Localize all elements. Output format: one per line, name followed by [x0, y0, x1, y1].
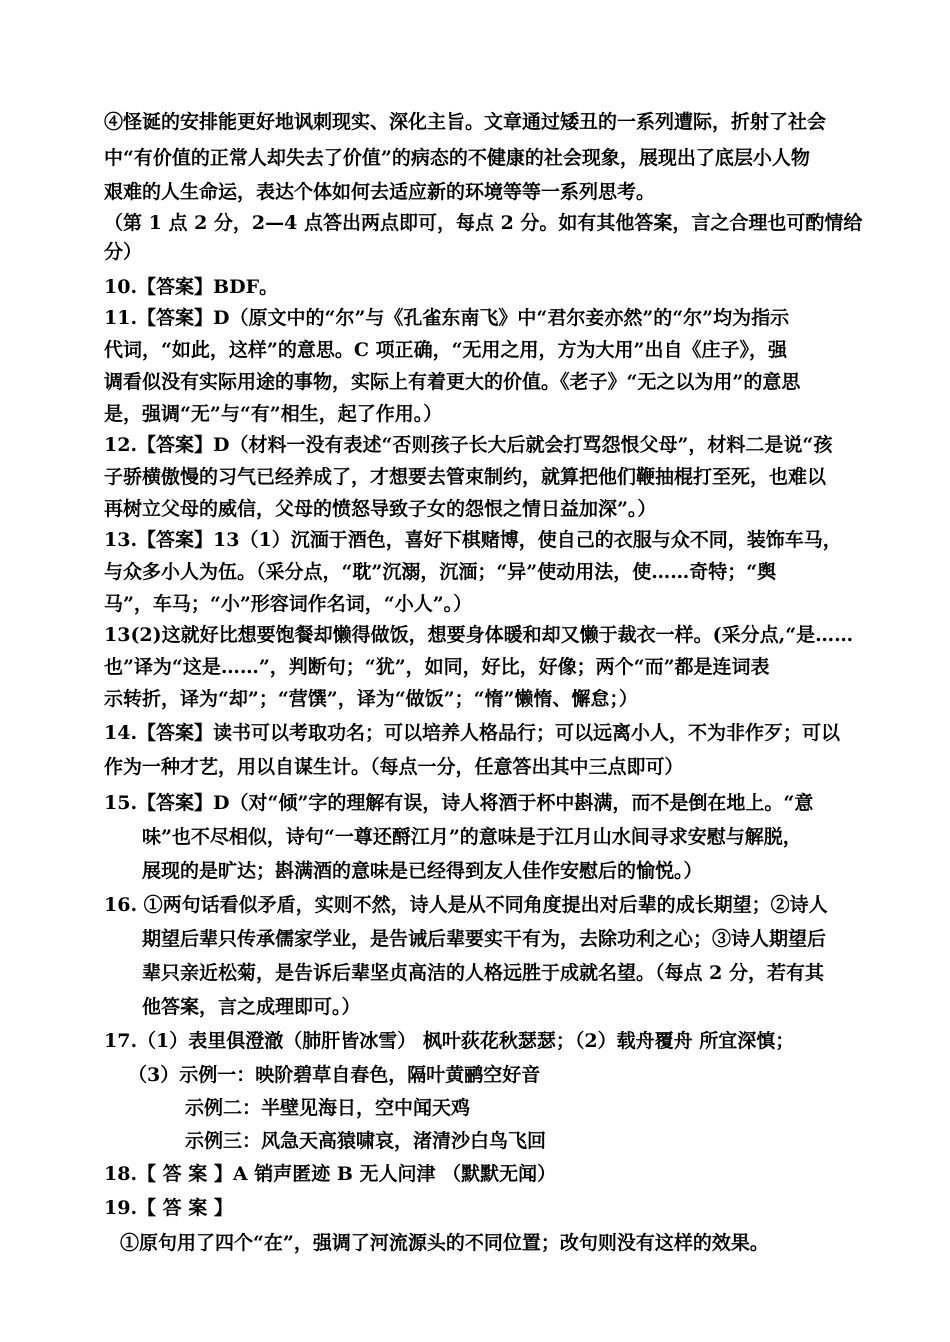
text-line: 13(2)这就好比想要饱餐却懒得做饭，想要身体暖和却又懒于裁衣一样。(采分点,“是……	[104, 624, 854, 646]
text-line: 代词，“如此，这样”的意思。C 项正确，“无用之用，方为大用”出自《庄子》，强	[104, 339, 787, 361]
text-line: 也”译为“这是……”，判断句；“犹”，如同，好比，好像；两个“而”都是连词表	[104, 656, 770, 678]
text-line: 14.【答案】读书可以考取功名；可以培养人格品行；可以远离小人，不为非作歹；可以	[104, 722, 841, 744]
text-line: 期望后辈只传承儒家学业，是告诫后辈要实干有为，去除功利之心；③诗人期望后	[142, 928, 827, 950]
text-line: 13.【答案】13（1）沉湎于酒色，喜好下棋赌博，使自己的衣服与众不同，装饰车马，	[104, 529, 842, 551]
text-line: 味”也不尽相似，诗句“一尊还酹江月”的意味是于江月山水间寻求安慰与解脱，	[142, 826, 802, 848]
text-line: 17.（1）表里俱澄澈（肺肝皆冰雪） 枫叶荻花秋瑟瑟；（2）载舟覆舟 所宜深慎；	[104, 1030, 795, 1052]
text-line: 15.【答案】D（对“倾”字的理解有误，诗人将酒于杯中斟满，而不是倒在地上。“意	[104, 792, 814, 814]
text-line: ①原句用了四个“在”，强调了河流源头的不同位置；改句则没有这样的效果。	[120, 1232, 769, 1254]
text-line: （第 1 点 2 分，2—4 点答出两点即可，每点 2 分。如有其他答案，言之合理也可酌情给	[104, 212, 863, 234]
text-line: 调看似没有实际用途的事物，实际上有着更大的价值。《老子》“无之以为用”的意思	[104, 371, 801, 393]
text-line: 10.【答案】BDF。	[104, 276, 279, 298]
text-line: 作为一种才艺，用以自谋生计。（每点一分，任意答出其中三点即可）	[104, 756, 684, 778]
text-line: 与众多小人为伍。（采分点，“耽”沉溺，沉湎；“异”使动用法，使……奇特；“舆	[104, 561, 777, 583]
text-line: 马”，车马；“小”形容词作名词，“小人”。）	[104, 593, 473, 615]
text-line: 辈只亲近松菊，是告诉后辈坚贞高洁的人格远胜于成就名望。（每点 2 分，若有其	[142, 962, 824, 984]
text-line: 展现的是旷达；斟满酒的意味是已经得到友人佳作安慰后的愉悦。）	[142, 860, 703, 882]
text-line: 是，强调“无”与“有”相生，起了作用。）	[104, 403, 443, 425]
text-line: 分）	[104, 241, 143, 263]
text-line: 12.【答案】D（材料一没有表述“否则孩子长大后就会打骂怨恨父母”，材料二是说“孩	[104, 434, 833, 456]
text-line: 19.【 答 案 】	[104, 1197, 233, 1219]
text-line: 他答案，言之成理即可。）	[142, 996, 361, 1018]
text-line: 艰难的人生命运，表达个体如何去适应新的环境等等一系列思考。	[104, 181, 656, 203]
text-line: 子骄横傲慢的习气已经养成了，才想要去管束制约，就算把他们鞭抽棍打至死，也难以	[104, 466, 827, 488]
text-line: 11.【答案】D（原文中的“尔”与《孔雀东南飞》中“君尔妾亦然”的“尔”均为指示	[104, 307, 790, 329]
text-line: 示转折，译为“却”；“营馔”，译为“做饭”；“惰”懒惰、懈怠；）	[104, 688, 638, 710]
text-line: 中“有价值的正常人却失去了价值”的病态的不健康的社会现象，展现出了底层小人物	[104, 147, 810, 169]
text-line: 18.【 答 案 】A 销声匿迹 B 无人问津 （默默无闻）	[104, 1163, 557, 1185]
text-line: （3）示例一：映阶碧草自春色，隔叶黄鹂空好音	[128, 1064, 541, 1086]
text-line: 示例三：风急天高猿啸哀，渚清沙白鸟飞回	[185, 1130, 547, 1152]
text-line: 16. ①两句话看似矛盾，实则不然，诗人是从不同角度提出对后辈的成长期望；②诗人	[104, 894, 828, 916]
text-line: 再树立父母的威信，父母的愤怒导致子女的怨恨之情日益加深”。）	[104, 498, 657, 520]
text-line: ④怪诞的安排能更好地讽刺现实、深化主旨。文章通过矮丑的一系列遭际，折射了社会	[104, 111, 827, 133]
text-line: 示例二：半壁见海日，空中闻天鸡	[185, 1097, 471, 1119]
